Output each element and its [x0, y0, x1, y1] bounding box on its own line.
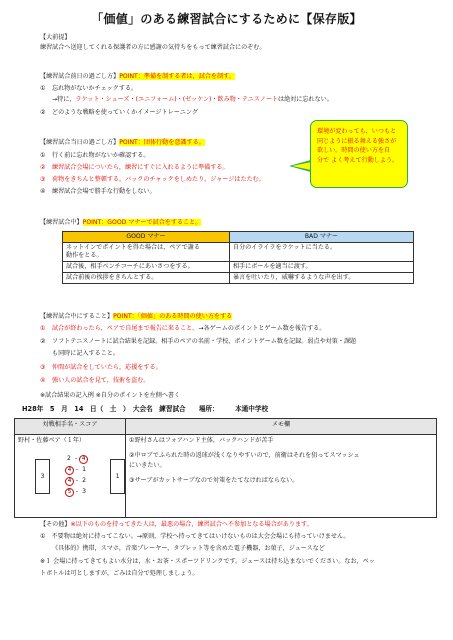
record-date-line: H28年 5 月 14 日（ 土 ） 大会名 練習試合 場所： 本通中学校 — [22, 405, 269, 413]
callout-line: 分で よく考えて行動しよう。 — [317, 156, 399, 164]
memo-line: ①野村さんはフォアハンド主体，バックハンドが苦手 — [129, 437, 274, 444]
other-heading-line — [40, 521, 313, 529]
day-point: POINT：団体行動を意識する。 — [119, 139, 205, 146]
during-heading-line — [40, 219, 201, 227]
advice-callout — [310, 120, 408, 188]
good-manner-cell: 試合前後の挨拶をきちんとする。 — [63, 273, 230, 284]
day-item-3: ③ 荷物をきちんと整頓する。バックのチャックをしめたり，ジャージはたたむ。 — [40, 176, 265, 183]
game-score-row: 4 - 2 — [65, 475, 88, 486]
good-manner-header: GOOD マナー — [63, 232, 230, 243]
memo-line: ②中ロブでふられた時の返球が浅くなりやすいので，前衛はそれを狙ってスマッシュ — [129, 452, 360, 459]
eve-item-2: ② どのような戦略を使っていくかイメージトレーニング — [40, 109, 198, 116]
table-row — [63, 273, 414, 284]
after-item-3: ③ 仲間が試合をしていたら，応援をする。 — [40, 364, 162, 371]
after-item-2: ② ソフトテニスノートに試合結果を記録。相手のペアの名前・学校，ポイントゲーム数を記録。弱点や対策・課題 — [40, 338, 357, 345]
eve-item-1: ① 忘れ物がないかチェックする。 — [40, 85, 138, 92]
good-manner-cell: ネットインでポイントを得た場合は，ペアで謝る 動作をとる。 — [63, 243, 230, 262]
record-table — [14, 418, 437, 518]
game-score-row: 4 - 1 — [65, 464, 88, 475]
after-item-1: ① 試合が終わったら，ペアで自尾まで報告に来ること。→各ゲームのポイントとゲーム数を報告する。 — [40, 325, 326, 332]
their-games-box: 1 — [110, 459, 125, 494]
eve-heading-line — [40, 73, 235, 81]
after-heading-line — [40, 313, 232, 321]
after-heading: 【練習試合中にすること】 — [40, 313, 114, 320]
record-example-note: ※試合結果の記入例 ※自分のポイントを左側へ書く — [40, 392, 181, 399]
other-line: 《具体的》携帯，スマホ，音楽プレーヤー，タブレット等を含めた電子機器，お菓子，ジュースなど — [52, 545, 325, 552]
callout-line: 欲しい。時間の使い方を自 — [317, 147, 391, 154]
memo-line: にいきたい。 — [129, 462, 166, 469]
after-point: POINT：「価値」のある時間の使い方をする — [113, 313, 233, 320]
bad-manner-cell: 自分のイライラをラケットに当たる。 — [230, 243, 414, 262]
day-heading: 【練習試合当日の過ごし方】 — [40, 139, 120, 146]
after-item-2-cont: も同時に記入すること。 — [52, 350, 120, 357]
game-score-row: 2 - 4 — [65, 453, 88, 464]
day-item-4: ④ 練習試合会場で勝手な行動をしない。 — [40, 188, 156, 195]
good-manner-cell: 試合後，相手ベンチコーチにあいさつをする。 — [63, 262, 230, 273]
bad-manner-header: BAD マナー — [230, 232, 414, 243]
page-title: 「価値」のある練習試合にするために【保存版】 — [91, 12, 362, 26]
table-row — [63, 243, 414, 262]
other-line: トボトルは可としますが，ごみは自分で処理しましょう。 — [40, 570, 199, 577]
opponent-score-header: 対戦相手名・スコア — [15, 419, 126, 435]
callout-line: 同じように振る舞える強さが — [317, 137, 397, 145]
our-games-box: 3 — [35, 459, 50, 494]
day-heading-line — [40, 139, 205, 147]
memo-line: ③サーブがカットサーブなので対策をたてなければならない。 — [129, 477, 299, 484]
premise-heading: 【大前提】 — [40, 34, 71, 41]
during-heading: 【練習試合中】 — [40, 219, 83, 226]
callout-line: 環境が変わっても，いつもと — [317, 128, 397, 135]
eve-item-detail-text: →特に，ラケット・シューズ・(ユニフォーム)・(ゼッケン)・飲み物・テニスノートは絶対に忘れない。 — [52, 96, 333, 103]
callout-tail-fill — [292, 162, 311, 170]
day-item-2: ② 練習試合会場についたら，練習にすぐに入れるように準備する。 — [40, 164, 229, 171]
other-heading: 【その他】 — [40, 521, 71, 528]
during-point: POINT：GOOD マナーで試合をすること。 — [82, 219, 202, 226]
eve-heading: 【練習試合前日の過ごし方】 — [40, 73, 120, 80]
opponent-name: 野村・佐藤ペア（１年） — [18, 437, 86, 444]
eve-point: POINT：準備を制する者は，試合を制す。 — [119, 73, 235, 80]
bad-manner-cell: 暴言を吐いたり，威嚇するような声を出す。 — [230, 273, 414, 284]
game-score-list — [65, 453, 88, 497]
other-line: ※１ 会場に持ってきてもよい水分は，水・お茶・スポーツドリンクです。ジュースは持ち込まないでください。なお，ペッ — [40, 558, 375, 565]
after-item-4: ④ 強い人の試合を見て，技術を盗む。 — [40, 377, 150, 384]
memo-cell — [126, 435, 437, 518]
premise-text: 練習試合へ送迎してくれる保護者の方に感謝の気持ちをもって練習試合にのぞむ。 — [40, 44, 266, 51]
other-lead: ※以下のものを持ってきた人は，最悪の場合，練習試合へ不参加となる場合があります。 — [70, 521, 313, 528]
manners-table — [62, 231, 414, 284]
table-row — [63, 262, 414, 273]
day-item-1: ① 行く前に忘れ物がないか確認する。 — [40, 152, 150, 159]
score-cell — [15, 435, 126, 518]
other-line: ① 不要物は絶対に持ってこない。→原則，学校へ持ってきてはいけないものは大会会場にも持っていけません。 — [40, 533, 350, 540]
memo-header: メモ欄 — [126, 419, 437, 435]
eve-item-1-detail — [52, 96, 333, 104]
bad-manner-cell: 相手にボールを適当に渡す。 — [230, 262, 414, 273]
game-score-row: 5 - 3 — [65, 486, 88, 497]
